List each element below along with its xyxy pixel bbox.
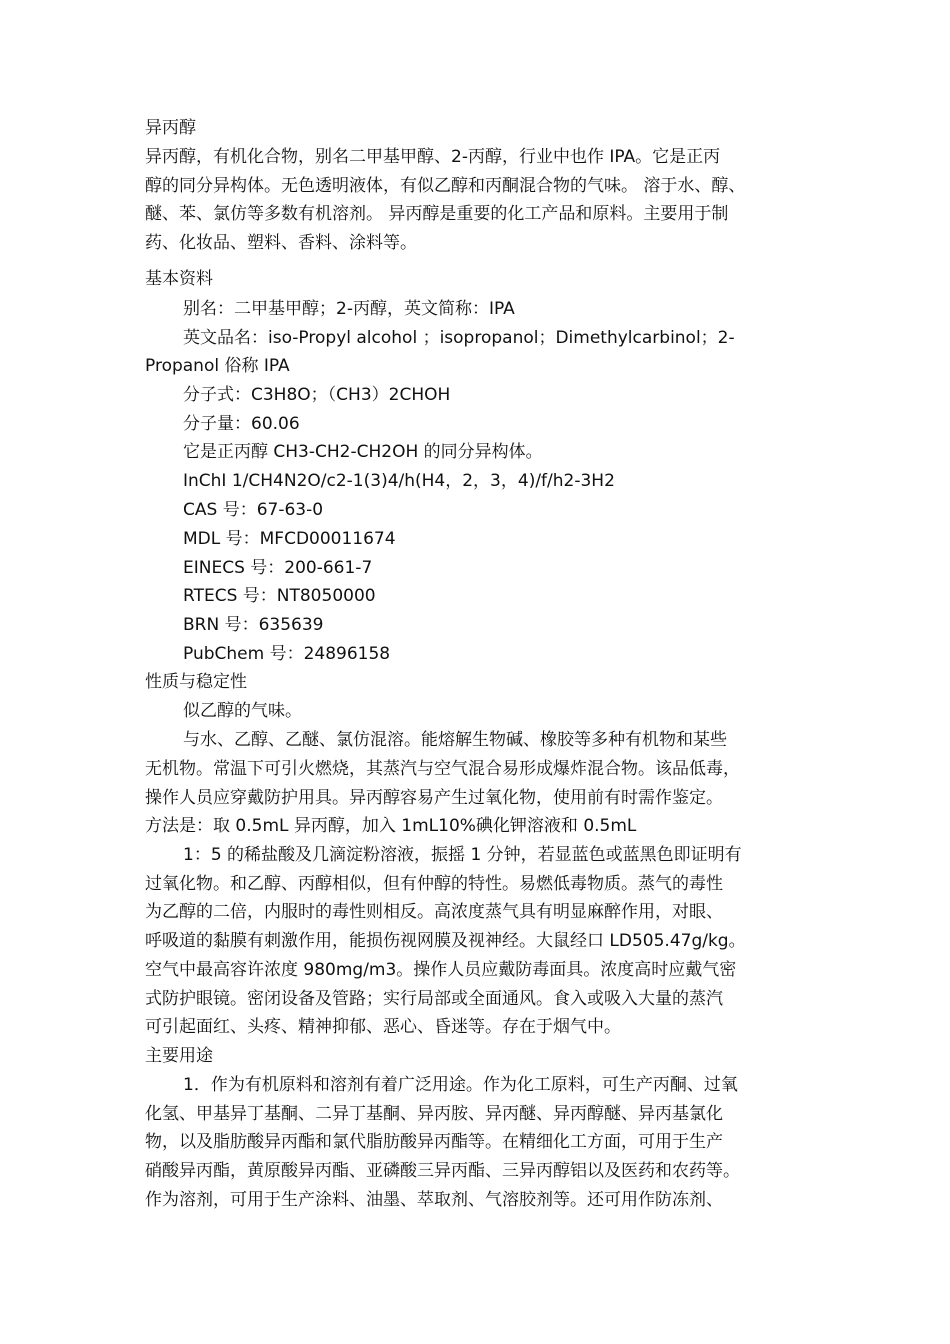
uses-line: 作为溶剂，可用于生产涂料、油墨、萃取剂、气溶胶剂等。还可用作防冻剂、 [145,1190,723,1210]
basic-line: BRN 号：635639 [183,615,324,635]
basic-line: 分子量：60.06 [183,414,300,434]
properties-line: 无机物。常温下可引火燃烧，其蒸汽与空气混合易形成爆炸混合物。该品低毒， [145,759,740,779]
basic-line: RTECS 号：NT8050000 [183,586,376,606]
basic-line: 别名：二甲基甲醇；2-丙醇，英文简称：IPA [183,299,515,319]
basic-line: 英文品名：iso-Propyl alcohol ；isopropanol；Dimethylcarbinol；2- [183,328,735,348]
properties-line: 式防护眼镜。密闭设备及管路；实行局部或全面通风。食入或吸入大量的蒸汽 [145,989,723,1009]
basic-line: Propanol 俗称 IPA [145,356,290,376]
section-heading-properties: 性质与稳定性 [145,672,247,692]
document-title: 异丙醇 [145,118,196,138]
section-heading-uses: 主要用途 [145,1046,213,1066]
uses-line: 硝酸异丙酯，黄原酸异丙酯、亚磷酸三异丙酯、三异丙醇铝以及医药和农药等。 [145,1161,740,1181]
properties-line: 呼吸道的黏膜有刺激作用，能损伤视网膜及视神经。大鼠经口 LD505.47g/kg。 [145,931,746,951]
properties-line: 可引起面红、头疼、精神抑郁、恶心、昏迷等。存在于烟气中。 [145,1017,621,1037]
uses-line: 物，以及脂肪酸异丙酯和氯代脂肪酸异丙酯等。在精细化工方面，可用于生产 [145,1132,723,1152]
properties-line: 空气中最高容许浓度 980mg/m3。操作人员应戴防毒面具。浓度高时应戴气密 [145,960,737,980]
basic-line: MDL 号：MFCD00011674 [183,529,396,549]
properties-line: 过氧化物。和乙醇、丙醇相似，但有仲醇的特性。易燃低毒物质。蒸气的毒性 [145,874,723,894]
properties-line: 似乙醇的气味。 [183,701,302,721]
basic-line: 它是正丙醇 CH3-CH2-CH2OH 的同分异构体。 [183,442,543,462]
properties-line: 与水、乙醇、乙醚、氯仿混溶。能熔解生物碱、橡胶等多种有机物和某些 [183,730,727,750]
intro-line: 异丙醇，有机化合物，别名二甲基甲醇、2-丙醇，行业中也作 IPA。它是正丙 [145,147,721,167]
uses-line: 1．作为有机原料和溶剂有着广泛用途。作为化工原料，可生产丙酮、过氧 [183,1075,738,1095]
properties-line: 为乙醇的二倍，内服时的毒性则相反。高浓度蒸气具有明显麻醉作用，对眼、 [145,902,723,922]
properties-line: 方法是：取 0.5mL 异丙醇，加入 1mL10%碘化钾溶液和 0.5mL [145,816,637,836]
basic-line: EINECS 号：200-661-7 [183,558,373,578]
uses-line: 化氢、甲基异丁基酮、二异丁基酮、异丙胺、异丙醚、异丙醇醚、异丙基氯化 [145,1104,723,1124]
section-heading-basic: 基本资料 [145,269,213,289]
basic-line: 分子式：C3H8O；（CH3）2CHOH [183,385,451,405]
basic-line: PubChem 号：24896158 [183,644,391,664]
intro-line: 药、化妆品、塑料、香料、涂料等。 [145,233,417,253]
basic-line: InChI 1/CH4N2O/c2-1(3)4/h(H4，2，3，4)/f/h2-3H2 [183,471,615,491]
intro-line: 醚、苯、氯仿等多数有机溶剂。 异丙醇是重要的化工产品和原料。主要用于制 [145,204,729,224]
properties-line: 操作人员应穿戴防护用具。异丙醇容易产生过氧化物，使用前有时需作鉴定。 [145,788,723,808]
properties-line: 1：5 的稀盐酸及几滴淀粉溶液，振摇 1 分钟，若显蓝色或蓝黑色即证明有 [183,845,742,865]
basic-line: CAS 号：67-63-0 [183,500,324,520]
intro-line: 醇的同分异构体。无色透明液体，有似乙醇和丙酮混合物的气味。 溶于水、醇、 [145,176,746,196]
